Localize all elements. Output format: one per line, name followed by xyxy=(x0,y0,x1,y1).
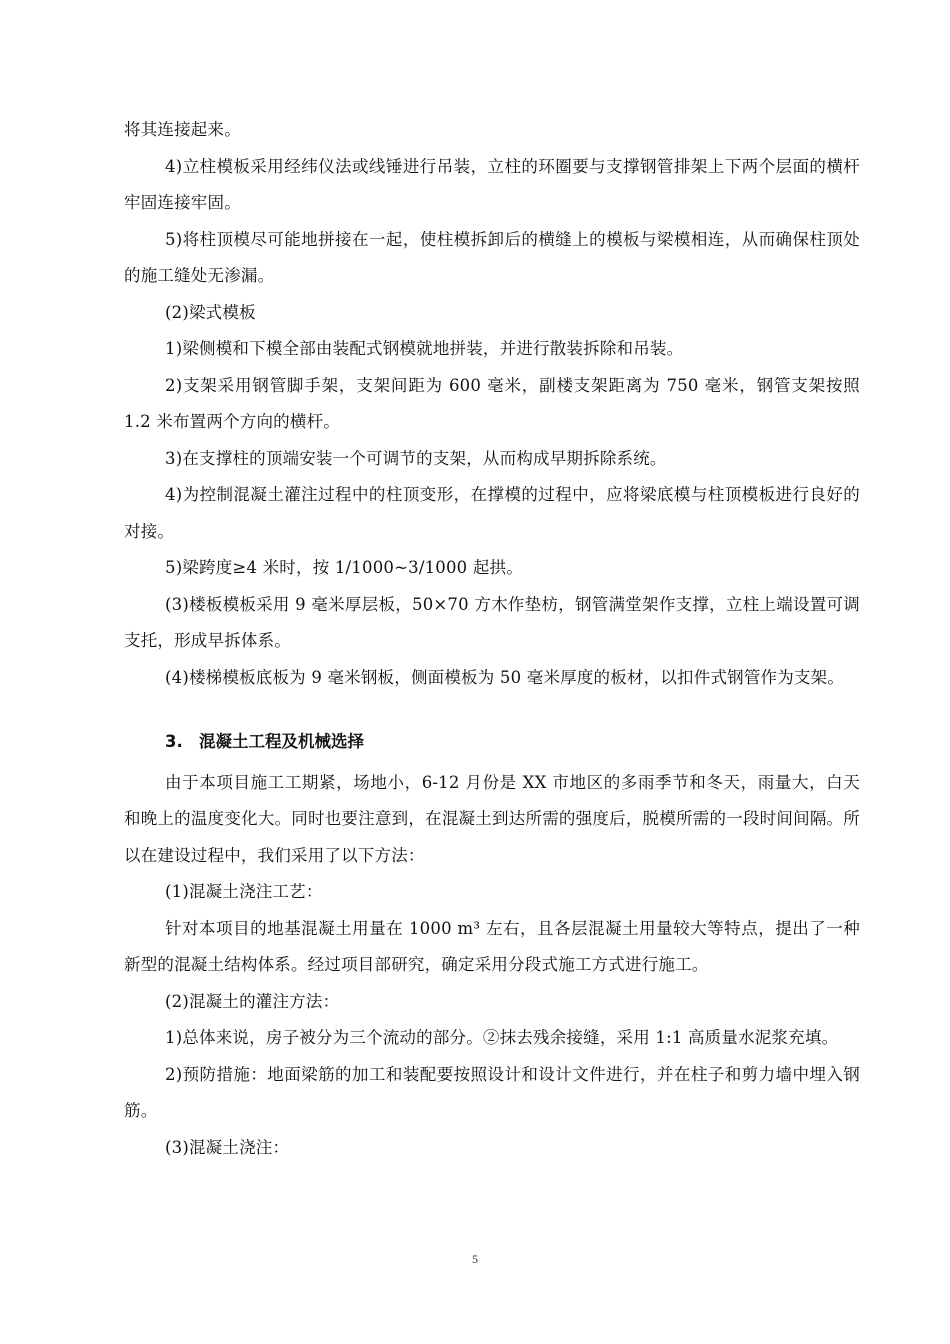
paragraph-column-hoisting: 4)立柱模板采用经纬仪法或线锤进行吊装，立柱的环圈要与支撑钢管排架上下两个层面的横杆牢固连接牢固。 xyxy=(124,156,860,212)
paragraph-column-deformation: 4)为控制混凝土灌注过程中的柱顶变形，在撑模的过程中，应将梁底模与柱顶模板进行良好的对接。 xyxy=(124,485,860,541)
section-number: 3. xyxy=(165,732,183,751)
paragraph-pouring-method-heading: (2)混凝土的灌注方法： xyxy=(165,991,340,1011)
paragraph-scaffold-support: 2)支架采用钢管脚手架，支架间距为 600 毫米，副楼支架距离为 750 毫米，钢管支架按照 1.2 米布置两个方向的横杆。 xyxy=(124,375,860,431)
paragraph-beam-formwork-heading: (2)梁式模板 xyxy=(165,302,256,322)
paragraph-concrete-pouring-heading: (3)混凝土浇注： xyxy=(165,1137,290,1157)
paragraph-project-intro: 由于本项目施工工期紧，场地小，6-12 月份是 XX 市地区的多雨季节和冬天，雨量大，白天和晚上的温度变化大。同时也要注意到，在混凝土到达所需的强度后，脱模所需的一段时间间隔。所以在建设过程中，我们采用了以下方法： xyxy=(124,772,860,865)
paragraph-continuation: 将其连接起来。 xyxy=(124,120,241,139)
paragraph-adjustable-support: 3)在支撑柱的顶端安装一个可调节的支架，从而构成早期拆除系统。 xyxy=(165,448,667,468)
paragraph-beam-side-form: 1)梁侧模和下模全部由装配式钢模就地拼装，并进行散装拆除和吊装。 xyxy=(165,339,684,358)
paragraph-floor-formwork: (3)楼板模板采用 9 毫米厚层板，50×70 方木作垫枋，钢管满堂架作支撑，立柱上端设置可调支托，形成早拆体系。 xyxy=(124,594,860,650)
page-body xyxy=(124,112,860,1166)
paragraph-flow-sections: 1)总体来说，房子被分为三个流动的部分。②抹去残余接缝，采用 1:1 高质量水泥浆充填。 xyxy=(165,1028,839,1047)
paragraph-preventive-measures: 2)预防措施：地面梁筋的加工和装配要按照设计和设计文件进行，并在柱子和剪力墙中埋入钢筋。 xyxy=(124,1064,860,1120)
page-number: 5 xyxy=(472,1252,478,1266)
section-heading xyxy=(124,724,860,761)
section-title: 混凝土工程及机械选择 xyxy=(199,732,364,751)
paragraph-camber: 5)梁跨度≥4 米时，按 1/1000~3/1000 起拱。 xyxy=(165,558,523,577)
paragraph-pouring-process-heading: (1)混凝土浇注工艺： xyxy=(165,882,323,901)
paragraph-column-top-joint: 5)将柱顶模尽可能地拼接在一起，使柱模拆卸后的横缝上的模板与梁模相连，从而确保柱顶处的施工缝处无渗漏。 xyxy=(124,229,860,285)
paragraph-foundation-volume: 针对本项目的地基混凝土用量在 1000 m³ 左右，且各层混凝土用量较大等特点，提出了一种新型的混凝土结构体系。经过项目部研究，确定采用分段式施工方式进行施工。 xyxy=(124,918,860,974)
paragraph-stair-formwork: (4)楼梯模板底板为 9 毫米钢板，侧面模板为 50 毫米厚度的板材，以扣件式钢管作为支架。 xyxy=(165,667,845,687)
